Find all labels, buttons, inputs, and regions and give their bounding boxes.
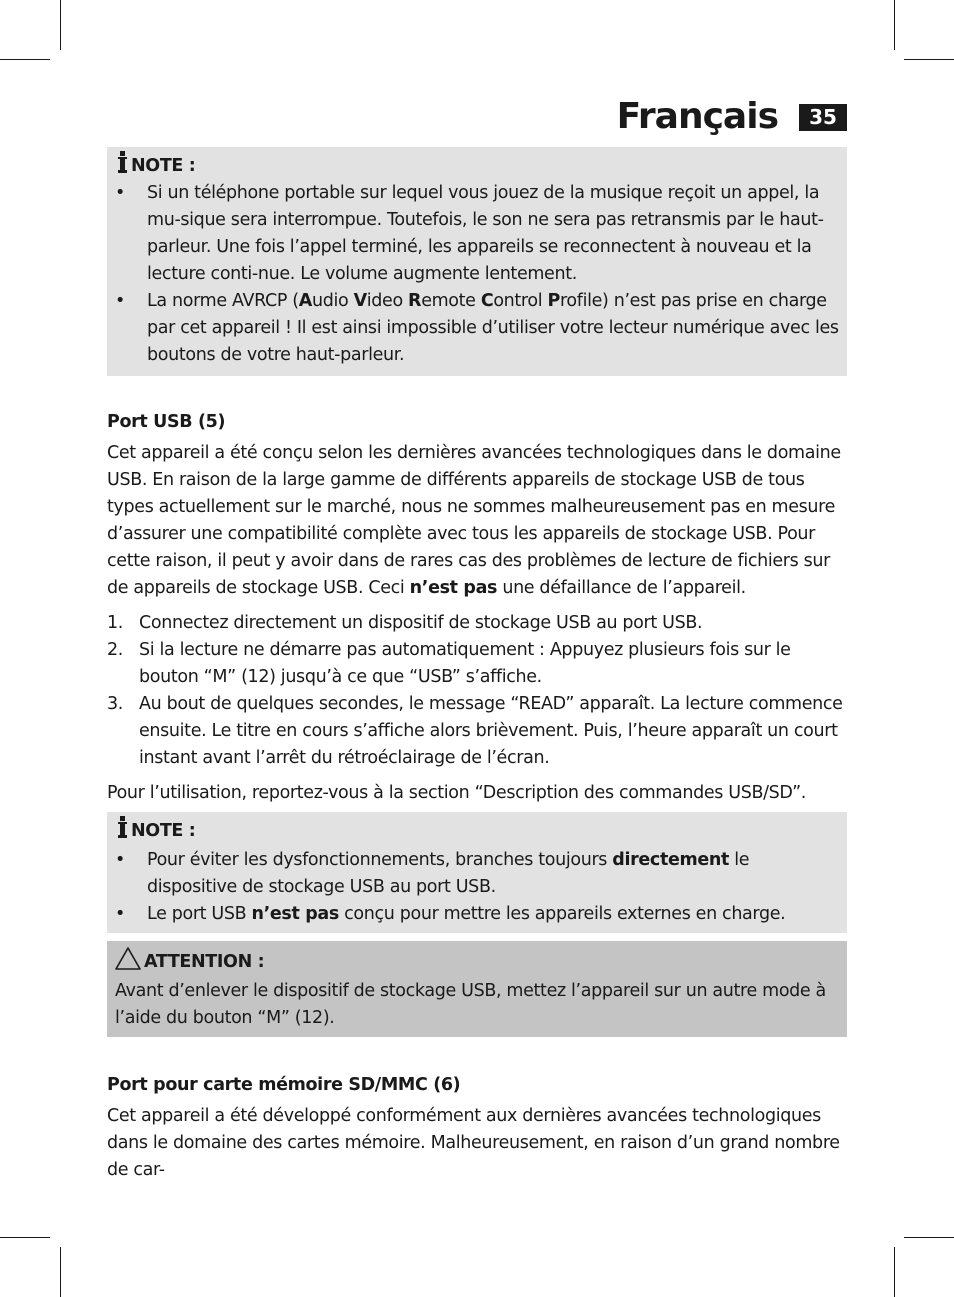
section-footer: Pour l’utilisation, reportez-vous à la section “Description des commandes USB/SD”.	[107, 783, 807, 803]
page-title: Français	[616, 96, 778, 137]
attention-heading	[115, 949, 839, 976]
step-number: 3.	[107, 694, 123, 714]
step-text: Au bout de quelques secondes, le message “READ” apparaît. La lecture commence ensuite. Le titre en cours s’affiche alors brièvement. Puis, l’heure apparaît un court instant avant l’arrêt du rétroéclairage de l’écran.	[139, 694, 843, 768]
crop-mark	[0, 59, 50, 60]
text-run: conçu pour mettre les appareils externes en charge.	[338, 904, 786, 924]
crop-mark	[894, 1247, 895, 1297]
section-title: Port pour carte mémoire SD/MMC (6)	[107, 1075, 461, 1095]
crop-mark	[60, 1247, 61, 1297]
attention-box	[107, 941, 847, 1037]
note-list	[107, 180, 847, 369]
crop-mark	[60, 0, 61, 50]
note-box	[107, 147, 847, 376]
acronym-letter: P	[547, 291, 560, 311]
warning-triangle-icon	[115, 947, 141, 979]
step-number: 2.	[107, 640, 123, 660]
text-run: udio	[311, 291, 354, 311]
note-heading	[107, 818, 847, 845]
step-item	[107, 637, 847, 691]
emphasis: n’est pas	[251, 904, 339, 924]
text-run: Pour éviter les dysfonctionnements, branches toujours	[147, 850, 613, 870]
text-run: emote	[421, 291, 481, 311]
step-text: Si la lecture ne démarre pas automatiquement : Appuyez plusieurs fois sur le bouton “M” (12) jusqu’à ce que “USB” s’affiche.	[139, 640, 791, 687]
note-label: NOTE :	[131, 156, 196, 176]
text-run: rofile) n’est pas prise en charge par cet appareil ! Il est ainsi impossible d’utiliser votre lecteur numérique avec les boutons de votre haut-parleur.	[147, 291, 839, 365]
emphasis: directement	[612, 850, 730, 870]
note-label: NOTE :	[131, 821, 196, 841]
text-run: une défaillance de l’appareil.	[497, 578, 746, 598]
attention-label: ATTENTION :	[144, 952, 265, 972]
section-intro: Cet appareil a été développé conformément aux dernières avancées technologiques dans le domaine des cartes mémoire. Malheureusement, en raison d’un grand nombre de car-	[107, 1106, 840, 1180]
text-run: le dispositive de stockage USB au port USB.	[147, 850, 750, 897]
steps-list	[107, 610, 847, 772]
sd-section	[107, 1072, 847, 1184]
note-bullet	[107, 847, 847, 901]
step-item	[107, 610, 847, 637]
step-item	[107, 691, 847, 772]
acronym-letter: V	[353, 291, 367, 311]
note-bullet	[107, 180, 847, 288]
note-box	[107, 812, 847, 933]
attention-text: Avant d’enlever le dispositif de stockage USB, mettez l’appareil sur un autre mode à l’aide du bouton “M” (12).	[115, 981, 826, 1028]
text-run: Cet appareil a été conçu selon les dernières avancées technologiques dans le domaine USB. En raison de la large gamme de différents appareils de stockage USB de tous types actuellement sur le marché, nous ne sommes malheureusement pas en mesure d’assurer une compatibilité complète avec tous les appareils de stockage USB. Pour cette raison, il peut y avoir dans de rares cas des problèmes de lecture de fichiers sur de appareils de stockage USB. Ceci	[107, 443, 841, 598]
crop-mark	[904, 1237, 954, 1238]
info-icon	[117, 816, 128, 847]
text-run: ideo	[366, 291, 409, 311]
info-icon	[117, 151, 128, 182]
step-number: 1.	[107, 613, 123, 633]
note-heading	[107, 153, 847, 180]
note-list	[107, 847, 847, 928]
note-bullet	[107, 288, 847, 369]
step-text: Connectez directement un dispositif de stockage USB au port USB.	[139, 613, 703, 633]
emphasis: n’est pas	[409, 578, 498, 598]
crop-mark	[904, 59, 954, 60]
text-run: La norme AVRCP (	[147, 291, 299, 311]
acronym-letter: R	[408, 291, 422, 311]
page-number-badge: 35	[799, 104, 847, 131]
section-intro	[107, 440, 847, 602]
text-run: ontrol	[493, 291, 548, 311]
note-bullet-text: Si un téléphone portable sur lequel vous jouez de la musique reçoit un appel, la mu-sique sera interrompue. Toutefois, le son ne sera pas retransmis par le haut-parleur. Une fois l’appel terminé, les appareils se reconnectent à nouveau et la lecture conti-nue. Le volume augmente lentement.	[147, 183, 824, 284]
crop-mark	[0, 1237, 50, 1238]
text-run: Le port USB	[147, 904, 252, 924]
crop-mark	[894, 0, 895, 50]
note-bullet	[107, 901, 847, 928]
section-title: Port USB (5)	[107, 412, 226, 432]
acronym-letter: C	[480, 291, 494, 311]
acronym-letter: A	[298, 291, 312, 311]
usb-section	[107, 409, 847, 807]
